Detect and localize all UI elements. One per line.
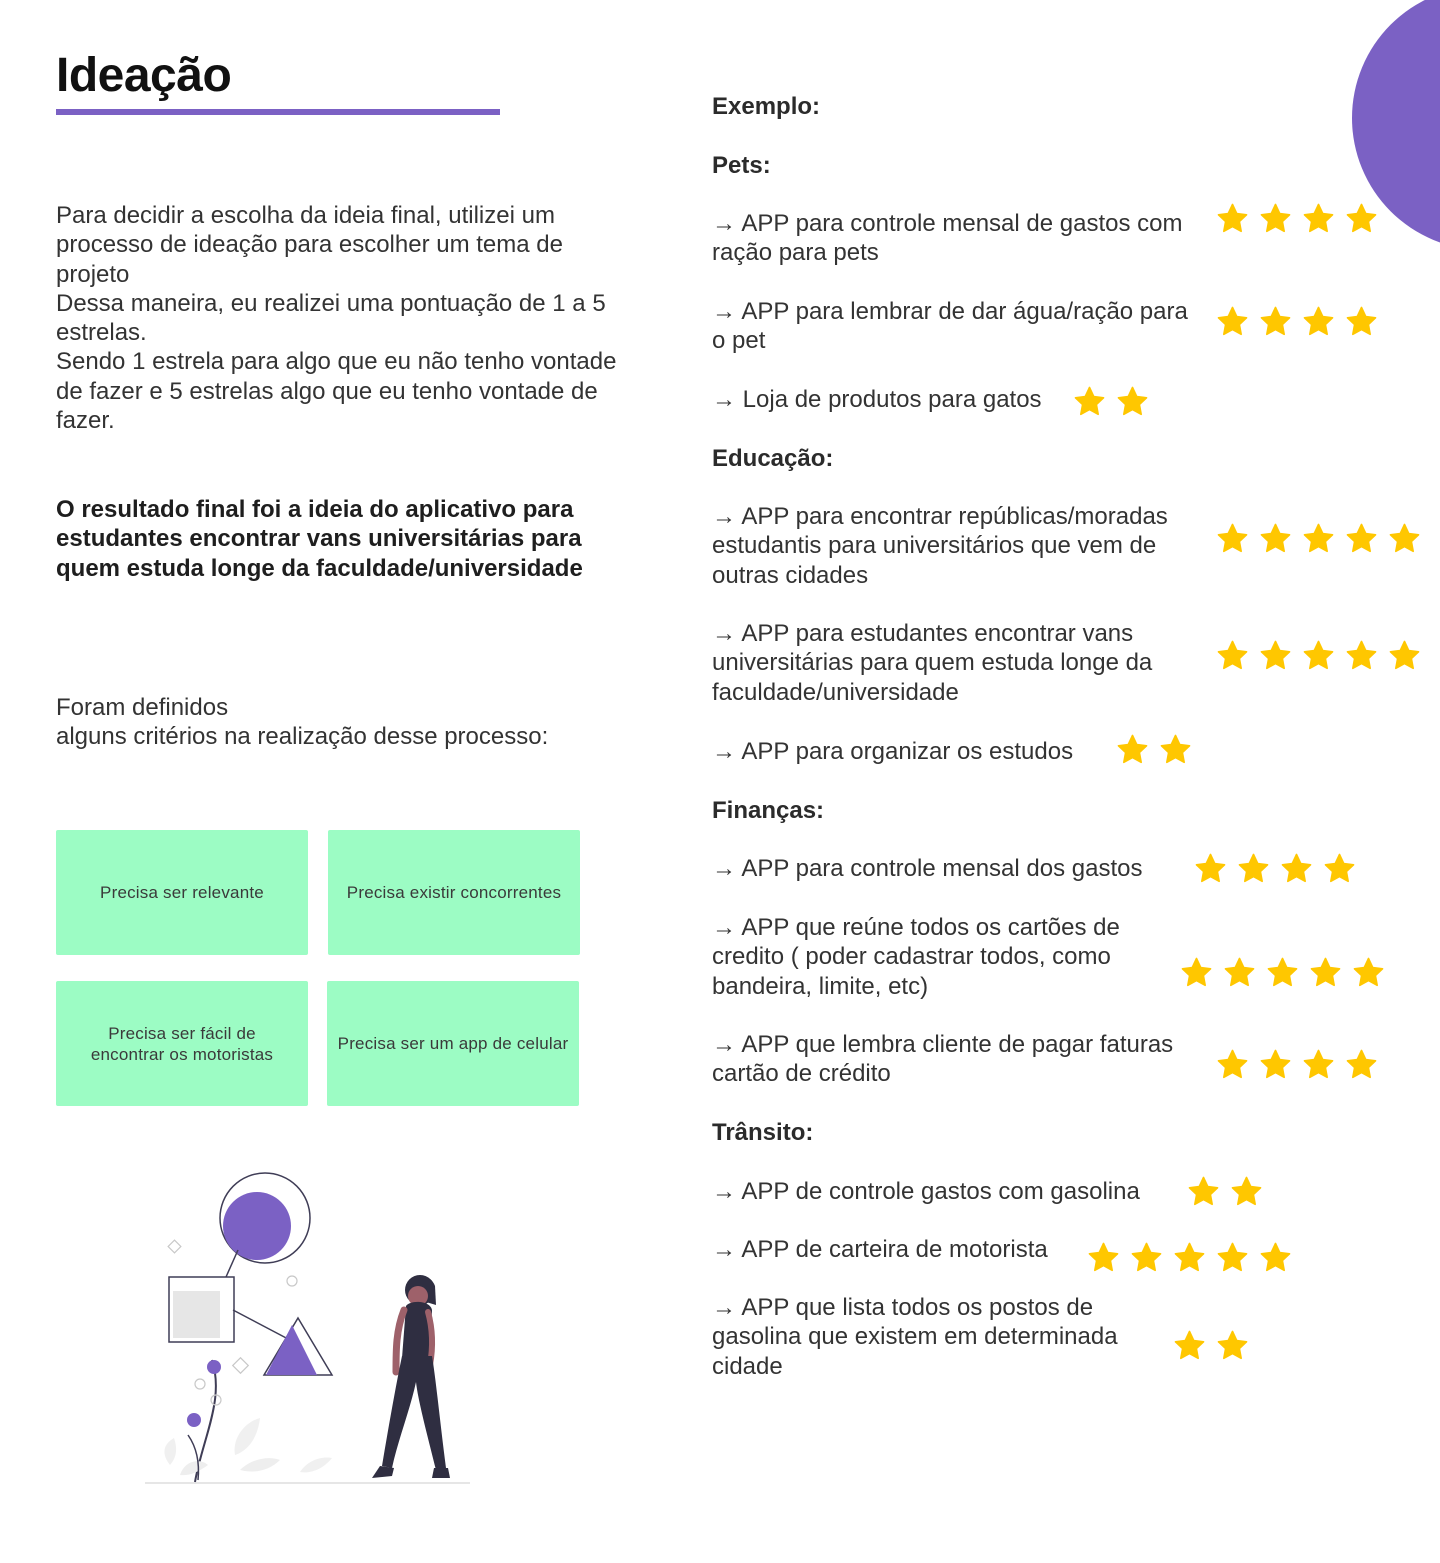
idea-line: cidade: [712, 1352, 783, 1380]
idea-line: estudantis para universitários que vem de: [712, 532, 1157, 560]
category-heading-pets: Pets:: [712, 152, 771, 179]
star-icon: [1216, 1329, 1249, 1362]
star-rating: [1180, 956, 1385, 989]
result-line: O resultado final foi a ideia do aplicativo para: [56, 496, 574, 523]
idea-line: → APP que lista todos os postos de: [712, 1294, 1094, 1321]
intro-line: Para decidir a escolha da ideia final, utilizei um: [56, 202, 555, 229]
star-icon: [1216, 202, 1249, 235]
star-rating: [1216, 639, 1421, 672]
star-icon: [1388, 639, 1421, 672]
criteria-label: Precisa ser fácil de: [108, 1023, 256, 1043]
idea-line: → APP para estudantes encontrar vans: [712, 620, 1134, 647]
star-icon: [1216, 1048, 1249, 1081]
criteria-card-mobile-app: [327, 981, 579, 1106]
result-line: estudantes encontrar vans universitárias para: [56, 525, 582, 553]
star-icon: [1259, 522, 1292, 555]
idea-line: faculdade/universidade: [712, 678, 959, 706]
idea-item: [712, 737, 1073, 766]
idea-item: [712, 209, 1182, 268]
star-icon: [1345, 202, 1378, 235]
star-icon: [1216, 1241, 1249, 1274]
star-icon: [1159, 733, 1192, 766]
idea-item: [712, 297, 1188, 356]
idea-line: credito ( poder cadastrar todos, como: [712, 943, 1111, 971]
criteria-intro-line: alguns critérios na realização desse processo:: [56, 723, 549, 751]
intro-line: Dessa maneira, eu realizei uma pontuação de 1 a 5: [56, 289, 606, 317]
star-rating: [1073, 385, 1149, 418]
star-icon: [1323, 852, 1356, 885]
idea-line: o pet: [712, 327, 766, 355]
page-title: Ideação: [56, 49, 232, 102]
star-rating: [1216, 522, 1421, 555]
idea-item: [712, 1030, 1173, 1089]
criteria-card-find-drivers: [56, 981, 308, 1106]
star-icon: [1302, 522, 1335, 555]
star-icon: [1216, 305, 1249, 338]
star-icon: [1130, 1241, 1163, 1274]
star-icon: [1259, 1048, 1292, 1081]
star-icon: [1173, 1241, 1206, 1274]
idea-line: universitárias para quem estuda longe da: [712, 649, 1153, 677]
criteria-intro: [56, 693, 676, 752]
star-rating: [1194, 852, 1356, 885]
star-rating: [1216, 305, 1378, 338]
intro-line: Sendo 1 estrela para algo que eu não tenho vontade: [56, 348, 617, 376]
criteria-label: Precisa ser um app de celular: [337, 1034, 569, 1053]
criteria-card-relevant: [56, 830, 308, 955]
intro-paragraph: [56, 201, 676, 435]
intro-line: projeto: [56, 260, 130, 288]
result-statement: [56, 495, 656, 583]
star-icon: [1259, 639, 1292, 672]
idea-line: → APP que reúne todos os cartões de: [712, 914, 1120, 941]
idea-line: → APP para controle mensal dos gastos: [712, 855, 1143, 882]
star-icon: [1194, 852, 1227, 885]
star-icon: [1280, 852, 1313, 885]
star-icon: [1116, 733, 1149, 766]
star-rating: [1187, 1175, 1263, 1208]
star-icon: [1173, 1329, 1206, 1362]
star-icon: [1187, 1175, 1220, 1208]
idea-item: [712, 385, 1042, 414]
star-icon: [1388, 522, 1421, 555]
star-icon: [1345, 1048, 1378, 1081]
idea-item: [712, 619, 1152, 707]
star-icon: [1230, 1175, 1263, 1208]
star-rating: [1116, 733, 1192, 766]
title-underline: [56, 109, 500, 115]
idea-line: → APP para controle mensal de gastos com: [712, 210, 1183, 237]
woman-walking-illustration: [140, 1160, 480, 1500]
category-heading-transit: Trânsito:: [712, 1119, 814, 1146]
idea-line: outras cidades: [712, 561, 869, 589]
idea-item: [712, 1293, 1118, 1381]
idea-item: [712, 913, 1120, 1001]
idea-line: → APP para organizar os estudos: [712, 738, 1074, 765]
criteria-label: Precisa ser relevante: [100, 883, 264, 902]
idea-item: [712, 1177, 1140, 1206]
criteria-card-competitors: [328, 830, 580, 955]
star-rating: [1216, 1048, 1378, 1081]
criteria-label: Precisa existir concorrentes: [346, 883, 562, 902]
star-icon: [1223, 956, 1256, 989]
intro-line: de fazer e 5 estrelas algo que eu tenho vontade de: [56, 377, 598, 405]
idea-line: bandeira, limite, etc): [712, 972, 929, 1000]
idea-line: → APP de controle gastos com gasolina: [712, 1178, 1140, 1205]
star-icon: [1309, 956, 1342, 989]
idea-item: [712, 854, 1142, 883]
idea-line: → APP para lembrar de dar água/ração para: [712, 298, 1188, 325]
intro-line: processo de ideação para escolher um tema de: [56, 231, 563, 259]
star-icon: [1216, 639, 1249, 672]
intro-line: fazer.: [56, 407, 115, 435]
idea-item: [712, 1235, 1048, 1264]
idea-line: cartão de crédito: [712, 1060, 891, 1088]
star-icon: [1237, 852, 1270, 885]
idea-line: → APP de carteira de motorista: [712, 1236, 1048, 1263]
criteria-intro-line: Foram definidos: [56, 694, 229, 721]
star-icon: [1073, 385, 1106, 418]
star-icon: [1216, 522, 1249, 555]
intro-line: estrelas.: [56, 319, 147, 347]
category-heading-education: Educação:: [712, 445, 834, 472]
star-icon: [1180, 956, 1213, 989]
star-icon: [1352, 956, 1385, 989]
example-heading: Exemplo:: [712, 93, 821, 120]
criteria-label: encontrar os motoristas: [90, 1044, 274, 1064]
star-icon: [1087, 1241, 1120, 1274]
idea-line: ração para pets: [712, 239, 879, 267]
star-icon: [1259, 305, 1292, 338]
star-icon: [1116, 385, 1149, 418]
idea-line: → APP que lembra cliente de pagar faturas: [712, 1031, 1174, 1058]
star-rating: [1087, 1241, 1292, 1274]
star-icon: [1345, 639, 1378, 672]
star-rating: [1216, 202, 1378, 235]
star-icon: [1302, 1048, 1335, 1081]
star-icon: [1259, 202, 1292, 235]
star-icon: [1259, 1241, 1292, 1274]
star-icon: [1266, 956, 1299, 989]
star-icon: [1302, 202, 1335, 235]
category-heading-finance: Finanças:: [712, 797, 825, 824]
star-rating: [1173, 1329, 1249, 1362]
idea-item: [712, 502, 1168, 590]
idea-line: → APP para encontrar repúblicas/moradas: [712, 503, 1168, 530]
result-line: quem estuda longe da faculdade/universidade: [56, 554, 583, 582]
star-icon: [1302, 639, 1335, 672]
star-icon: [1345, 305, 1378, 338]
star-icon: [1302, 305, 1335, 338]
idea-line: → Loja de produtos para gatos: [712, 386, 1042, 413]
idea-line: gasolina que existem em determinada: [712, 1323, 1118, 1351]
star-icon: [1345, 522, 1378, 555]
